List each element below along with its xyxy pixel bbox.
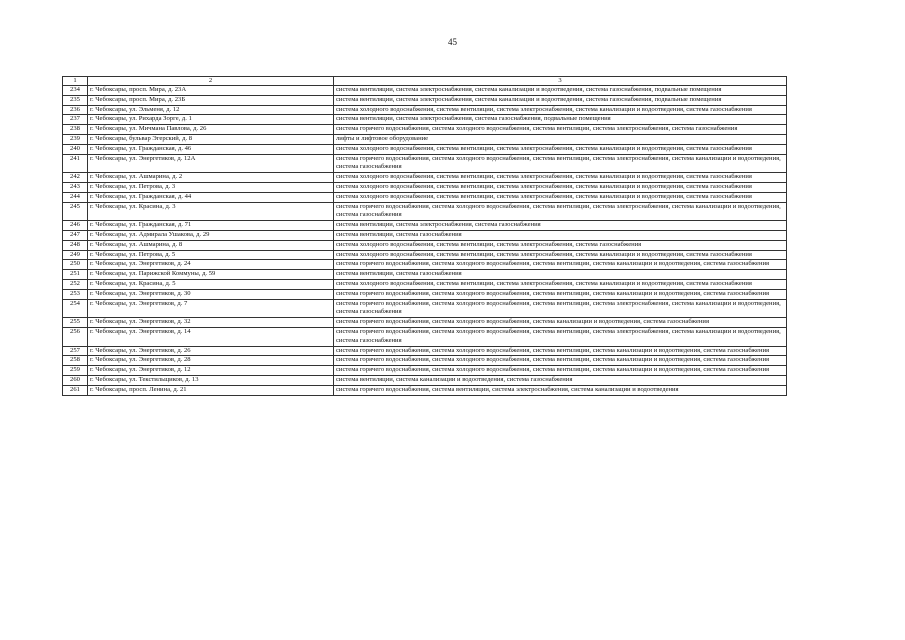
systems-cell: система горячего водоснабжения, система холодного водоснабжения, система вентиляции, система канализации и водоотведения, система газоснабжения bbox=[334, 356, 787, 366]
row-number-cell: 253 bbox=[63, 289, 88, 299]
row-number-cell: 242 bbox=[63, 173, 88, 183]
table-row bbox=[63, 327, 787, 346]
address-cell: г. Чебоксары, просп. Ленина, д. 21 bbox=[88, 385, 334, 395]
row-number-cell: 249 bbox=[63, 250, 88, 260]
systems-cell: система холодного водоснабжения, система вентиляции, система электроснабжения, система канализации и водоотведения, система газоснабжения bbox=[334, 192, 787, 202]
address-cell: г. Чебоксары, просп. Мира, д. 23Б bbox=[88, 95, 334, 105]
row-number-cell: 237 bbox=[63, 115, 88, 125]
table-row bbox=[63, 154, 787, 173]
row-number-cell: 235 bbox=[63, 95, 88, 105]
row-number-cell: 258 bbox=[63, 356, 88, 366]
address-cell: г. Чебоксары, ул. Гражданская, д. 46 bbox=[88, 144, 334, 154]
systems-cell: система холодного водоснабжения, система вентиляции, система электроснабжения, система канализации и водоотведения, система газоснабжения bbox=[334, 250, 787, 260]
table-row bbox=[63, 270, 787, 280]
systems-cell: система вентиляции, система электроснабжения, система газоснабжения, подвальные помещения bbox=[334, 115, 787, 125]
systems-cell: система вентиляции, система газоснабжения bbox=[334, 270, 787, 280]
row-number-cell: 260 bbox=[63, 375, 88, 385]
row-number-cell: 248 bbox=[63, 240, 88, 250]
row-number-cell: 240 bbox=[63, 144, 88, 154]
systems-cell: система холодного водоснабжения, система вентиляции, система электроснабжения, система канализации и водоотведения, система газоснабжения bbox=[334, 182, 787, 192]
objects-table bbox=[62, 76, 787, 396]
address-cell: г. Чебоксары, бульвар Эгерский, д. 8 bbox=[88, 134, 334, 144]
row-number-cell: 255 bbox=[63, 318, 88, 328]
table-row bbox=[63, 105, 787, 115]
row-number-cell: 250 bbox=[63, 260, 88, 270]
systems-cell: система холодного водоснабжения, система вентиляции, система электроснабжения, система канализации и водоотведения, система газоснабжения bbox=[334, 105, 787, 115]
column-header-address: 2 bbox=[88, 77, 334, 86]
address-cell: г. Чебоксары, ул. Энергетиков, д. 12А bbox=[88, 154, 334, 173]
table-row bbox=[63, 375, 787, 385]
page-number: 45 bbox=[448, 37, 457, 47]
systems-cell: система вентиляции, система электроснабжения, система канализации и водоотведения, система газоснабжения, подвальные помещения bbox=[334, 86, 787, 96]
address-cell: г. Чебоксары, ул. Энергетиков, д. 24 bbox=[88, 260, 334, 270]
systems-cell: система вентиляции, система газоснабжения bbox=[334, 230, 787, 240]
table-body bbox=[63, 86, 787, 396]
table-row bbox=[63, 366, 787, 376]
table-row bbox=[63, 299, 787, 318]
column-header-systems: 3 bbox=[334, 77, 787, 86]
address-cell: г. Чебоксары, ул. Текстильщиков, д. 13 bbox=[88, 375, 334, 385]
systems-cell: система холодного водоснабжения, система вентиляции, система электроснабжения, система канализации и водоотведения, система газоснабжения bbox=[334, 173, 787, 183]
table-row bbox=[63, 289, 787, 299]
table-row bbox=[63, 173, 787, 183]
table-row bbox=[63, 356, 787, 366]
table-row bbox=[63, 240, 787, 250]
table-row bbox=[63, 260, 787, 270]
address-cell: г. Чебоксары, ул. Энергетиков, д. 26 bbox=[88, 346, 334, 356]
address-cell: г. Чебоксары, ул. Энергетиков, д. 30 bbox=[88, 289, 334, 299]
address-cell: г. Чебоксары, ул. Гражданская, д. 71 bbox=[88, 221, 334, 231]
table-row bbox=[63, 230, 787, 240]
row-number-cell: 251 bbox=[63, 270, 88, 280]
row-number-cell: 254 bbox=[63, 299, 88, 318]
systems-cell: лифты и лифтовое оборудование bbox=[334, 134, 787, 144]
systems-cell: система горячего водоснабжения, система холодного водоснабжения, система вентиляции, система канализации и водоотведения, система газоснабжения bbox=[334, 346, 787, 356]
row-number-cell: 247 bbox=[63, 230, 88, 240]
address-cell: г. Чебоксары, ул. Петрова, д. 3 bbox=[88, 182, 334, 192]
row-number-cell: 246 bbox=[63, 221, 88, 231]
row-number-cell: 259 bbox=[63, 366, 88, 376]
table-row bbox=[63, 346, 787, 356]
address-cell: г. Чебоксары, ул. Парижской Коммуны, д. 59 bbox=[88, 270, 334, 280]
table-row bbox=[63, 279, 787, 289]
systems-cell: система горячего водоснабжения, система холодного водоснабжения, система вентиляции, система канализации и водоотведения, система газоснабжения bbox=[334, 366, 787, 376]
row-number-cell: 234 bbox=[63, 86, 88, 96]
address-cell: г. Чебоксары, ул. Ашмарина, д. 2 bbox=[88, 173, 334, 183]
address-cell: г. Чебоксары, ул. Петрова, д. 5 bbox=[88, 250, 334, 260]
table-row bbox=[63, 125, 787, 135]
table-row bbox=[63, 86, 787, 96]
systems-cell: система горячего водоснабжения, система холодного водоснабжения, система вентиляции, система канализации и водоотведения, система газоснабжения bbox=[334, 289, 787, 299]
row-number-cell: 236 bbox=[63, 105, 88, 115]
address-cell: г. Чебоксары, просп. Мира, д. 23А bbox=[88, 86, 334, 96]
column-header-number: 1 bbox=[63, 77, 88, 86]
table-row bbox=[63, 221, 787, 231]
address-cell: г. Чебоксары, ул. Энергетиков, д. 28 bbox=[88, 356, 334, 366]
address-cell: г. Чебоксары, ул. Рихарда Зорге, д. 1 bbox=[88, 115, 334, 125]
systems-cell: система вентиляции, система электроснабжения, система канализации и водоотведения, система газоснабжения, подвальные помещения bbox=[334, 95, 787, 105]
systems-cell: система холодного водоснабжения, система вентиляции, система электроснабжения, система канализации и водоотведения, система газоснабжения bbox=[334, 279, 787, 289]
systems-cell: система холодного водоснабжения, система вентиляции, система электроснабжения, система канализации и водоотведения, система газоснабжения bbox=[334, 144, 787, 154]
row-number-cell: 261 bbox=[63, 385, 88, 395]
systems-cell: система вентиляции, система канализации и водоотведения, система газоснабжения bbox=[334, 375, 787, 385]
systems-cell: система горячего водоснабжения, система вентиляции, система электроснабжения, система канализации и водоотведения bbox=[334, 385, 787, 395]
address-cell: г. Чебоксары, ул. Гражданская, д. 44 bbox=[88, 192, 334, 202]
table-row bbox=[63, 192, 787, 202]
row-number-cell: 256 bbox=[63, 327, 88, 346]
table-row bbox=[63, 318, 787, 328]
systems-cell: система горячего водоснабжения, система холодного водоснабжения, система вентиляции, система электроснабжения, система канализации и водоотведения, система газоснабжения bbox=[334, 327, 787, 346]
table-row bbox=[63, 385, 787, 395]
systems-cell: система холодного водоснабжения, система вентиляции, система электроснабжения, система газоснабжения bbox=[334, 240, 787, 250]
table-row bbox=[63, 250, 787, 260]
address-cell: г. Чебоксары, ул. Красина, д. 3 bbox=[88, 202, 334, 221]
address-cell: г. Чебоксары, ул. Адмирала Ушакова, д. 29 bbox=[88, 230, 334, 240]
row-number-cell: 239 bbox=[63, 134, 88, 144]
address-cell: г. Чебоксары, ул. Ашмарина, д. 8 bbox=[88, 240, 334, 250]
address-cell: г. Чебоксары, ул. Красина, д. 5 bbox=[88, 279, 334, 289]
address-cell: г. Чебоксары, ул. Энергетиков, д. 7 bbox=[88, 299, 334, 318]
row-number-cell: 252 bbox=[63, 279, 88, 289]
address-cell: г. Чебоксары, ул. Энергетиков, д. 32 bbox=[88, 318, 334, 328]
systems-cell: система горячего водоснабжения, система холодного водоснабжения, система вентиляции, система канализации и водоотведения, система газоснабжения bbox=[334, 260, 787, 270]
address-cell: г. Чебоксары, ул. Энергетиков, д. 14 bbox=[88, 327, 334, 346]
table-row bbox=[63, 134, 787, 144]
row-number-cell: 241 bbox=[63, 154, 88, 173]
address-cell: г. Чебоксары, ул. Энергетиков, д. 12 bbox=[88, 366, 334, 376]
row-number-cell: 245 bbox=[63, 202, 88, 221]
table-row bbox=[63, 182, 787, 192]
row-number-cell: 244 bbox=[63, 192, 88, 202]
systems-cell: система горячего водоснабжения, система холодного водоснабжения, система вентиляции, система электроснабжения, система канализации и водоотведения, система газоснабжения bbox=[334, 154, 787, 173]
row-number-cell: 243 bbox=[63, 182, 88, 192]
table-row bbox=[63, 144, 787, 154]
row-number-cell: 257 bbox=[63, 346, 88, 356]
table-header-row bbox=[63, 77, 787, 86]
address-cell: г. Чебоксары, ул. Мичмана Павлова, д. 26 bbox=[88, 125, 334, 135]
address-cell: г. Чебоксары, ул. Эльменя, д. 12 bbox=[88, 105, 334, 115]
systems-cell: система горячего водоснабжения, система холодного водоснабжения, система вентиляции, система электроснабжения, система канализации и водоотведения, система газоснабжения bbox=[334, 299, 787, 318]
systems-cell: система горячего водоснабжения, система холодного водоснабжения, система вентиляции, система электроснабжения, система газоснабжения bbox=[334, 125, 787, 135]
table-row bbox=[63, 115, 787, 125]
systems-cell: система горячего водоснабжения, система холодного водоснабжения, система вентиляции, система электроснабжения, система канализации и водоотведения, система газоснабжения bbox=[334, 202, 787, 221]
table-row bbox=[63, 202, 787, 221]
systems-cell: система вентиляции, система электроснабжения, система газоснабжения bbox=[334, 221, 787, 231]
row-number-cell: 238 bbox=[63, 125, 88, 135]
table-row bbox=[63, 95, 787, 105]
systems-cell: система горячего водоснабжения, система холодного водоснабжения, система канализации и водоотведения, система газоснабжения bbox=[334, 318, 787, 328]
